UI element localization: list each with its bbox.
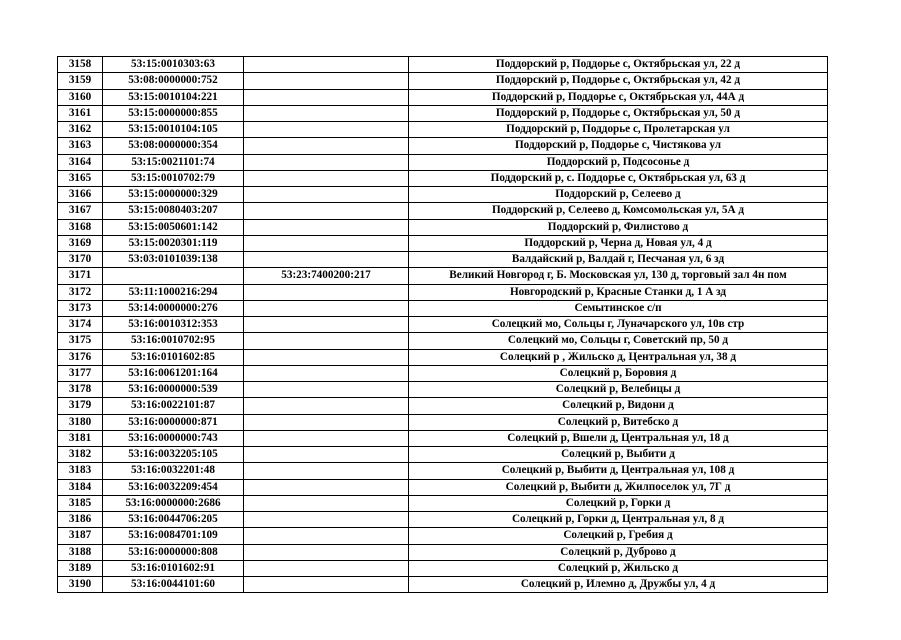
address-cell: Поддорский р, Поддорье с, Октябрьская ул, 22 д — [409, 57, 828, 73]
table-row — [58, 463, 828, 479]
secondary-cadastral-number-cell — [244, 349, 409, 365]
table-row — [58, 187, 828, 203]
table-row — [58, 138, 828, 154]
address-cell: Солецкий р, Жильско д — [409, 560, 828, 576]
row-number-cell: 3186 — [58, 512, 103, 528]
table-row — [58, 333, 828, 349]
row-number-cell: 3162 — [58, 122, 103, 138]
address-cell: Поддорский р, Поддорье с, Пролетарская ул — [409, 122, 828, 138]
address-cell: Солецкий р, Выбити д — [409, 447, 828, 463]
secondary-cadastral-number-cell — [244, 528, 409, 544]
row-number-cell: 3163 — [58, 138, 103, 154]
secondary-cadastral-number-cell — [244, 479, 409, 495]
table-row — [58, 365, 828, 381]
table-row — [58, 414, 828, 430]
secondary-cadastral-number-cell — [244, 170, 409, 186]
cadastral-number-cell: 53:16:0044101:60 — [103, 577, 244, 593]
secondary-cadastral-number-cell — [244, 187, 409, 203]
secondary-cadastral-number-cell — [244, 300, 409, 316]
cadastral-number-cell: 53:03:0101039:138 — [103, 252, 244, 268]
secondary-cadastral-number-cell — [244, 203, 409, 219]
row-number-cell: 3171 — [58, 268, 103, 284]
cadastral-number-cell: 53:11:1000216:294 — [103, 284, 244, 300]
secondary-cadastral-number-cell — [244, 73, 409, 89]
table-row — [58, 122, 828, 138]
table-row — [58, 219, 828, 235]
cadastral-number-cell: 53:15:0020301:119 — [103, 235, 244, 251]
row-number-cell: 3172 — [58, 284, 103, 300]
secondary-cadastral-number-cell — [244, 430, 409, 446]
row-number-cell: 3189 — [58, 560, 103, 576]
address-cell: Солецкий р , Жильско д, Центральная ул, 38 д — [409, 349, 828, 365]
secondary-cadastral-number-cell — [244, 284, 409, 300]
table-row — [58, 105, 828, 121]
table-row — [58, 447, 828, 463]
table-row — [58, 89, 828, 105]
address-cell: Солецкий р, Вшели д, Центральная ул, 18 д — [409, 430, 828, 446]
row-number-cell: 3177 — [58, 365, 103, 381]
row-number-cell: 3181 — [58, 430, 103, 446]
address-cell: Солецкий р, Боровия д — [409, 365, 828, 381]
cadastral-number-cell: 53:16:0032201:48 — [103, 463, 244, 479]
cadastral-number-cell — [103, 268, 244, 284]
secondary-cadastral-number-cell — [244, 252, 409, 268]
cadastral-number-cell: 53:15:0021101:74 — [103, 154, 244, 170]
row-number-cell: 3183 — [58, 463, 103, 479]
registry-table-body — [58, 57, 828, 593]
row-number-cell: 3173 — [58, 300, 103, 316]
table-row — [58, 512, 828, 528]
cadastral-number-cell: 53:16:0061201:164 — [103, 365, 244, 381]
cadastral-number-cell: 53:15:0010104:105 — [103, 122, 244, 138]
row-number-cell: 3190 — [58, 577, 103, 593]
row-number-cell: 3166 — [58, 187, 103, 203]
table-row — [58, 528, 828, 544]
address-cell: Солецкий р, Гребия д — [409, 528, 828, 544]
table-row — [58, 495, 828, 511]
address-cell: Солецкий мо, Сольцы г, Луначарского ул, 10в стр — [409, 317, 828, 333]
cadastral-number-cell: 53:15:0010303:63 — [103, 57, 244, 73]
table-row — [58, 577, 828, 593]
address-cell: Новгородский р, Красные Станки д, 1 А зд — [409, 284, 828, 300]
table-row — [58, 430, 828, 446]
table-row — [58, 268, 828, 284]
cadastral-number-cell: 53:16:0000000:808 — [103, 544, 244, 560]
address-cell: Семытинское с/п — [409, 300, 828, 316]
row-number-cell: 3185 — [58, 495, 103, 511]
cadastral-number-cell: 53:14:0000000:276 — [103, 300, 244, 316]
secondary-cadastral-number-cell — [244, 105, 409, 121]
row-number-cell: 3160 — [58, 89, 103, 105]
row-number-cell: 3180 — [58, 414, 103, 430]
cadastral-number-cell: 53:15:0080403:207 — [103, 203, 244, 219]
table-row — [58, 73, 828, 89]
table-row — [58, 544, 828, 560]
cadastral-number-cell: 53:16:0022101:87 — [103, 398, 244, 414]
table-row — [58, 203, 828, 219]
secondary-cadastral-number-cell — [244, 495, 409, 511]
address-cell: Поддорский р, Подсосонье д — [409, 154, 828, 170]
cadastral-number-cell: 53:16:0010312:353 — [103, 317, 244, 333]
table-row — [58, 170, 828, 186]
secondary-cadastral-number-cell — [244, 365, 409, 381]
cadastral-number-cell: 53:16:0010702:95 — [103, 333, 244, 349]
row-number-cell: 3169 — [58, 235, 103, 251]
cadastral-number-cell: 53:08:0000000:354 — [103, 138, 244, 154]
address-cell: Поддорский р, Поддорье с, Чистякова ул — [409, 138, 828, 154]
secondary-cadastral-number-cell — [244, 447, 409, 463]
cadastral-number-cell: 53:16:0032205:105 — [103, 447, 244, 463]
table-row — [58, 398, 828, 414]
secondary-cadastral-number-cell: 53:23:7400200:217 — [244, 268, 409, 284]
secondary-cadastral-number-cell — [244, 382, 409, 398]
table-row — [58, 382, 828, 398]
table-row — [58, 154, 828, 170]
row-number-cell: 3164 — [58, 154, 103, 170]
cadastral-number-cell: 53:15:0000000:329 — [103, 187, 244, 203]
address-cell: Солецкий р, Илемно д, Дружбы ул, 4 д — [409, 577, 828, 593]
address-cell: Поддорский р, с. Поддорье с, Октябрьская ул, 63 д — [409, 170, 828, 186]
address-cell: Солецкий р, Горки д, Центральная ул, 8 д — [409, 512, 828, 528]
address-cell: Поддорский р, Филистово д — [409, 219, 828, 235]
address-cell: Солецкий р, Выбити д, Центральная ул, 108 д — [409, 463, 828, 479]
cadastral-number-cell: 53:15:0010702:79 — [103, 170, 244, 186]
row-number-cell: 3174 — [58, 317, 103, 333]
address-cell: Солецкий мо, Сольцы г, Советский пр, 50 д — [409, 333, 828, 349]
table-row — [58, 479, 828, 495]
row-number-cell: 3182 — [58, 447, 103, 463]
row-number-cell: 3176 — [58, 349, 103, 365]
secondary-cadastral-number-cell — [244, 235, 409, 251]
secondary-cadastral-number-cell — [244, 577, 409, 593]
cadastral-number-cell: 53:16:0032209:454 — [103, 479, 244, 495]
cadastral-number-cell: 53:15:0000000:855 — [103, 105, 244, 121]
address-cell: Поддорский р, Селеево д, Комсомольская ул, 5А д — [409, 203, 828, 219]
address-cell: Солецкий р, Витебско д — [409, 414, 828, 430]
address-cell: Поддорский р, Поддорье с, Октябрьская ул, 44А д — [409, 89, 828, 105]
secondary-cadastral-number-cell — [244, 512, 409, 528]
table-row — [58, 317, 828, 333]
address-cell: Солецкий р, Горки д — [409, 495, 828, 511]
address-cell: Валдайский р, Валдай г, Песчаная ул, 6 зд — [409, 252, 828, 268]
address-cell: Солецкий р, Велебицы д — [409, 382, 828, 398]
cadastral-number-cell: 53:16:0044706:205 — [103, 512, 244, 528]
row-number-cell: 3159 — [58, 73, 103, 89]
row-number-cell: 3161 — [58, 105, 103, 121]
row-number-cell: 3167 — [58, 203, 103, 219]
cadastral-number-cell: 53:16:0000000:743 — [103, 430, 244, 446]
cadastral-number-cell: 53:16:0000000:539 — [103, 382, 244, 398]
row-number-cell: 3165 — [58, 170, 103, 186]
cadastral-number-cell: 53:15:0050601:142 — [103, 219, 244, 235]
secondary-cadastral-number-cell — [244, 154, 409, 170]
row-number-cell: 3187 — [58, 528, 103, 544]
cadastral-number-cell: 53:16:0084701:109 — [103, 528, 244, 544]
address-cell: Поддорский р, Селеево д — [409, 187, 828, 203]
address-cell: Поддорский р, Черна д, Новая ул, 4 д — [409, 235, 828, 251]
secondary-cadastral-number-cell — [244, 57, 409, 73]
table-row — [58, 349, 828, 365]
secondary-cadastral-number-cell — [244, 463, 409, 479]
row-number-cell: 3188 — [58, 544, 103, 560]
row-number-cell: 3175 — [58, 333, 103, 349]
cadastral-number-cell: 53:16:0000000:2686 — [103, 495, 244, 511]
cadastral-number-cell: 53:16:0101602:85 — [103, 349, 244, 365]
address-cell: Солецкий р, Выбити д, Жилпоселок ул, 7Г д — [409, 479, 828, 495]
secondary-cadastral-number-cell — [244, 544, 409, 560]
registry-table — [57, 56, 828, 593]
table-row — [58, 284, 828, 300]
address-cell: Солецкий р, Дуброво д — [409, 544, 828, 560]
secondary-cadastral-number-cell — [244, 219, 409, 235]
row-number-cell: 3184 — [58, 479, 103, 495]
secondary-cadastral-number-cell — [244, 414, 409, 430]
cadastral-number-cell: 53:16:0101602:91 — [103, 560, 244, 576]
row-number-cell: 3178 — [58, 382, 103, 398]
row-number-cell: 3168 — [58, 219, 103, 235]
cadastral-number-cell: 53:16:0000000:871 — [103, 414, 244, 430]
address-cell: Поддорский р, Поддорье с, Октябрьская ул, 42 д — [409, 73, 828, 89]
table-row — [58, 252, 828, 268]
address-cell: Великий Новгород г, Б. Московская ул, 130 д, торговый зал 4н пом — [409, 268, 828, 284]
secondary-cadastral-number-cell — [244, 560, 409, 576]
secondary-cadastral-number-cell — [244, 138, 409, 154]
secondary-cadastral-number-cell — [244, 333, 409, 349]
row-number-cell: 3170 — [58, 252, 103, 268]
table-row — [58, 300, 828, 316]
row-number-cell: 3179 — [58, 398, 103, 414]
table-row — [58, 560, 828, 576]
table-row — [58, 235, 828, 251]
cadastral-number-cell: 53:08:0000000:752 — [103, 73, 244, 89]
row-number-cell: 3158 — [58, 57, 103, 73]
cadastral-number-cell: 53:15:0010104:221 — [103, 89, 244, 105]
address-cell: Поддорский р, Поддорье с, Октябрьская ул, 50 д — [409, 105, 828, 121]
secondary-cadastral-number-cell — [244, 122, 409, 138]
secondary-cadastral-number-cell — [244, 89, 409, 105]
table-row — [58, 57, 828, 73]
secondary-cadastral-number-cell — [244, 317, 409, 333]
address-cell: Солецкий р, Видони д — [409, 398, 828, 414]
secondary-cadastral-number-cell — [244, 398, 409, 414]
